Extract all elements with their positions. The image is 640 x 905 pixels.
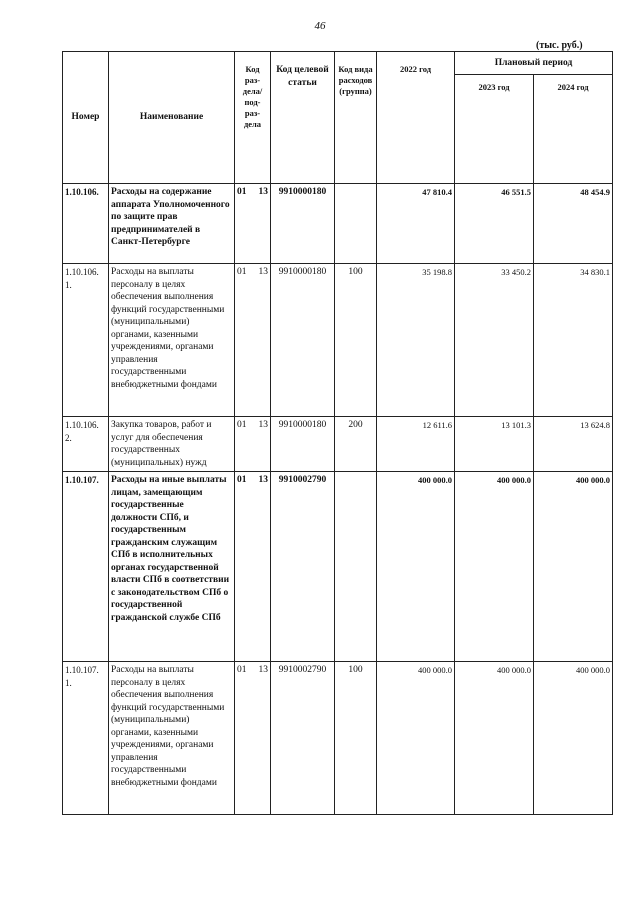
row-name: Расходы на иные выплаты лицам, замещающим государственные должности СПб, и государственным гражданским служащим СПб в исполнительных органах государственной власти СПб в соответствии с законодательством СПб о государственной гражданской службе СПб	[109, 472, 235, 662]
row-section	[235, 417, 271, 472]
row-2022: 35 198.8	[377, 264, 455, 417]
row-target: 9910002790	[271, 662, 335, 815]
row-target: 9910000180	[271, 264, 335, 417]
subsection-code: 13	[258, 187, 268, 197]
section-code: 01	[237, 267, 247, 277]
section-code: 01	[237, 665, 247, 675]
row-2023: 13 101.3	[455, 417, 534, 472]
row-section	[235, 184, 271, 264]
row-section	[235, 662, 271, 815]
col-header-target: Код целевой статьи	[271, 52, 335, 184]
subsection-code: 13	[258, 665, 268, 675]
table-row	[63, 417, 613, 472]
row-expense: 100	[335, 662, 377, 815]
row-number: 1.10.106. 2.	[63, 417, 109, 472]
row-2023: 400 000.0	[455, 472, 534, 662]
col-header-2022: 2022 год	[377, 52, 455, 184]
row-target: 9910000180	[271, 417, 335, 472]
row-name: Расходы на выплаты персоналу в целях обеспечения выполнения функций государственными (муниципальными) органами, казенными учреждениями, органами управления государственными внебюджетными фондами	[109, 264, 235, 417]
row-expense	[335, 472, 377, 662]
header-row	[63, 52, 613, 75]
subsection-code: 13	[258, 267, 268, 277]
row-2022: 12 611.6	[377, 417, 455, 472]
col-header-2023: 2023 год	[455, 75, 534, 184]
row-2024: 400 000.0	[534, 662, 613, 815]
budget-table	[62, 51, 613, 815]
col-header-planning: Плановый период	[455, 52, 613, 75]
table-row	[63, 472, 613, 662]
row-name: Закупка товаров, работ и услуг для обеспечения государственных (муниципальных) нужд	[109, 417, 235, 472]
row-2024: 34 830.1	[534, 264, 613, 417]
row-2022: 400 000.0	[377, 472, 455, 662]
section-code: 01	[237, 187, 247, 197]
row-name: Расходы на выплаты персоналу в целях обеспечения выполнения функций государственными (муниципальными) органами, казенными учреждениями, органами управления государственными внебюджетными фондами	[109, 662, 235, 815]
row-expense	[335, 184, 377, 264]
row-number: 1.10.106.	[63, 184, 109, 264]
col-header-section: Код раз-дела/ под-раз-дела	[235, 52, 271, 184]
row-2023: 46 551.5	[455, 184, 534, 264]
col-header-expense: Код вида расходов (группа)	[335, 52, 377, 184]
row-expense: 200	[335, 417, 377, 472]
table-row	[63, 662, 613, 815]
section-code: 01	[237, 420, 247, 430]
col-header-2024: 2024 год	[534, 75, 613, 184]
units-label: (тыс. руб.)	[536, 40, 583, 51]
row-target: 9910000180	[271, 184, 335, 264]
row-number: 1.10.106. 1.	[63, 264, 109, 417]
row-number: 1.10.107.	[63, 472, 109, 662]
col-header-name: Наименование	[109, 52, 235, 184]
row-2024: 48 454.9	[534, 184, 613, 264]
page-number: 46	[314, 20, 326, 32]
row-2022: 400 000.0	[377, 662, 455, 815]
row-2023: 33 450.2	[455, 264, 534, 417]
row-number: 1.10.107. 1.	[63, 662, 109, 815]
subsection-code: 13	[258, 475, 268, 485]
row-2023: 400 000.0	[455, 662, 534, 815]
subsection-code: 13	[258, 420, 268, 430]
row-target: 9910002790	[271, 472, 335, 662]
row-name: Расходы на содержание аппарата Уполномоченного по защите прав предпринимателей в Санкт-Петербурге	[109, 184, 235, 264]
row-section	[235, 472, 271, 662]
table-row	[63, 264, 613, 417]
col-header-number: Номер	[63, 52, 109, 184]
section-code: 01	[237, 475, 247, 485]
row-2024: 13 624.8	[534, 417, 613, 472]
row-section	[235, 264, 271, 417]
row-2022: 47 810.4	[377, 184, 455, 264]
row-2024: 400 000.0	[534, 472, 613, 662]
row-expense: 100	[335, 264, 377, 417]
table-row	[63, 184, 613, 264]
